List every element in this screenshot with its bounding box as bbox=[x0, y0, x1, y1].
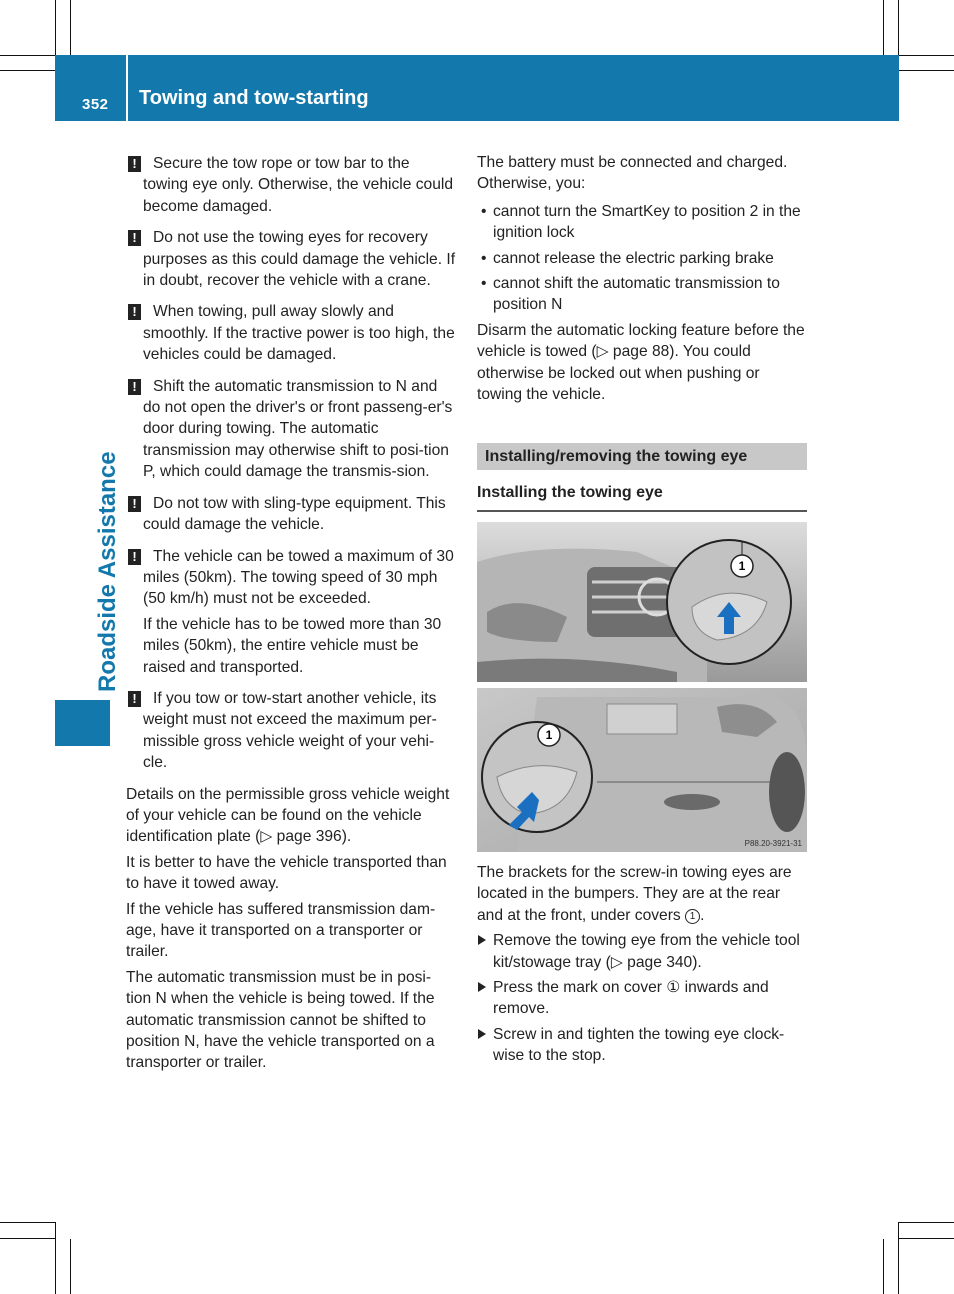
warning-text: Do not tow with sling-type equipment. This could damage the vehicle. bbox=[143, 494, 446, 534]
warning-icon: ! bbox=[128, 156, 141, 172]
body-paragraph: The brackets for the screw-in towing eyes are located in the bumpers. They are at the rear and at the front, under covers 1 . bbox=[477, 863, 792, 924]
warning-text: If you tow or tow-start another vehicle, its weight must not exceed the maximum per-missible gross vehicle weight of your vehi-cle. bbox=[143, 689, 437, 772]
step-arrow-icon bbox=[478, 935, 486, 945]
bullet-icon: • bbox=[481, 249, 487, 267]
bullet-list bbox=[477, 201, 807, 316]
body-paragraph: Disarm the automatic locking feature before the vehicle is towed (▷ page 88). You could otherwise be locked out when pushing or towing the vehicle. bbox=[477, 321, 805, 404]
warning-text: Shift the automatic transmission to N and do not open the driver's or front passeng-er's door during towing. The automatic transmission may otherwise shift to posi-tion P, which could damage the transmis-sion. bbox=[143, 377, 453, 481]
warning-icon: ! bbox=[128, 379, 141, 395]
warning-icon: ! bbox=[128, 304, 141, 320]
warning-text: When towing, pull away slowly and smoothly. If the tractive power is too high, the vehicles could be damaged. bbox=[143, 303, 455, 364]
step-arrow-icon bbox=[478, 982, 486, 992]
warning-icon: ! bbox=[128, 691, 141, 707]
crop-mark bbox=[55, 0, 56, 55]
towing-eye-illustration bbox=[477, 522, 807, 852]
crop-mark bbox=[883, 1239, 884, 1294]
warning-item bbox=[126, 493, 456, 536]
car-illustration bbox=[477, 522, 807, 852]
exhaust-pipe bbox=[664, 794, 720, 810]
step-list bbox=[477, 930, 807, 1066]
license-plate bbox=[607, 704, 677, 734]
rear-wheel bbox=[769, 752, 805, 832]
warning-item bbox=[126, 376, 456, 483]
warning-text: The vehicle can be towed a maximum of 30 miles (50km). The towing speed of 30 mph (50 km/h) must not be exceeded. bbox=[143, 547, 454, 608]
warning-subtext: If the vehicle has to be towed more than 30 miles (50km), the entire vehicle must be raised and transported. bbox=[143, 615, 442, 676]
body-paragraph: It is better to have the vehicle transported than to have it towed away. bbox=[126, 853, 447, 893]
callout-number: 1 bbox=[738, 558, 746, 573]
page-number: 352 bbox=[82, 96, 109, 113]
crop-mark bbox=[0, 1222, 55, 1223]
header-divider bbox=[126, 55, 128, 121]
right-column bbox=[477, 152, 807, 1071]
crop-mark bbox=[898, 1222, 899, 1294]
callout-number: 1 bbox=[545, 727, 553, 742]
warning-icon: ! bbox=[128, 549, 141, 565]
crop-mark bbox=[899, 55, 954, 56]
step-text: Press the mark on cover ① inwards and remove. bbox=[493, 978, 769, 1018]
crop-mark bbox=[899, 70, 954, 71]
body-paragraph: If the vehicle has suffered transmission dam-age, have it transported on a transporter or trailer. bbox=[126, 900, 436, 961]
warning-icon: ! bbox=[128, 496, 141, 512]
crop-mark bbox=[898, 0, 899, 55]
list-item bbox=[477, 930, 807, 973]
warning-icon: ! bbox=[128, 230, 141, 246]
section-heading: Installing/removing the towing eye bbox=[477, 443, 807, 470]
crop-mark bbox=[55, 1222, 56, 1294]
step-text: Screw in and tighten the towing eye clock-wise to the stop. bbox=[493, 1025, 785, 1065]
list-item bbox=[477, 977, 807, 1020]
brackets-text: The brackets for the screw-in towing eyes are located in the bumpers. They are at the rear and at the front, under covers bbox=[477, 863, 792, 924]
subsection-heading: Installing the towing eye bbox=[477, 482, 807, 511]
left-column bbox=[126, 153, 456, 1078]
crop-mark bbox=[0, 70, 55, 71]
warning-item bbox=[126, 227, 456, 291]
warning-item bbox=[126, 546, 456, 678]
body-paragraph: Details on the permissible gross vehicle weight of your vehicle can be found on the vehicle identification plate (▷ page 396). bbox=[126, 785, 450, 846]
warning-text: Secure the tow rope or tow bar to the towing eye only. Otherwise, the vehicle could become damaged. bbox=[143, 155, 454, 215]
warning-item bbox=[126, 301, 456, 365]
crop-mark bbox=[899, 1222, 954, 1223]
list-item bbox=[477, 248, 807, 269]
warning-item bbox=[126, 153, 456, 217]
crop-mark bbox=[0, 55, 55, 56]
body-paragraph: The battery must be connected and charged. Otherwise, you: bbox=[477, 154, 788, 193]
crop-mark bbox=[899, 1238, 954, 1239]
callout-inline: 1 bbox=[685, 909, 700, 924]
bullet-icon: • bbox=[481, 275, 487, 293]
body-paragraph: The automatic transmission must be in posi-tion N when the vehicle is being towed. If the automatic transmission cannot be shifted to position N, have the vehicle transported on a transporter or trailer. bbox=[126, 968, 435, 1072]
list-item-text: cannot shift the automatic transmission to position N bbox=[493, 275, 780, 314]
crop-mark bbox=[0, 1238, 55, 1239]
crop-mark bbox=[883, 0, 884, 55]
list-item bbox=[477, 273, 807, 316]
figure-code: P88.20-3921-31 bbox=[744, 838, 802, 848]
side-section-label: Roadside Assistance bbox=[94, 451, 121, 692]
warning-text: Do not use the towing eyes for recovery purposes as this could damage the vehicle. If in doubt, recover the vehicle with a crane. bbox=[143, 229, 456, 290]
crop-mark bbox=[70, 0, 71, 55]
crop-mark bbox=[70, 1239, 71, 1294]
list-item-text: cannot turn the SmartKey to position 2 in the ignition lock bbox=[493, 202, 801, 242]
step-arrow-icon bbox=[478, 1029, 486, 1039]
side-tab bbox=[55, 700, 110, 746]
warning-item bbox=[126, 688, 456, 774]
bullet-icon: • bbox=[481, 202, 487, 220]
list-item-text: cannot release the electric parking brake bbox=[493, 249, 774, 267]
page-title: Towing and tow-starting bbox=[139, 87, 369, 109]
list-item bbox=[477, 1024, 807, 1067]
list-item bbox=[477, 201, 807, 244]
step-text: Remove the towing eye from the vehicle tool kit/stowage tray (▷ page 340). bbox=[493, 932, 800, 971]
